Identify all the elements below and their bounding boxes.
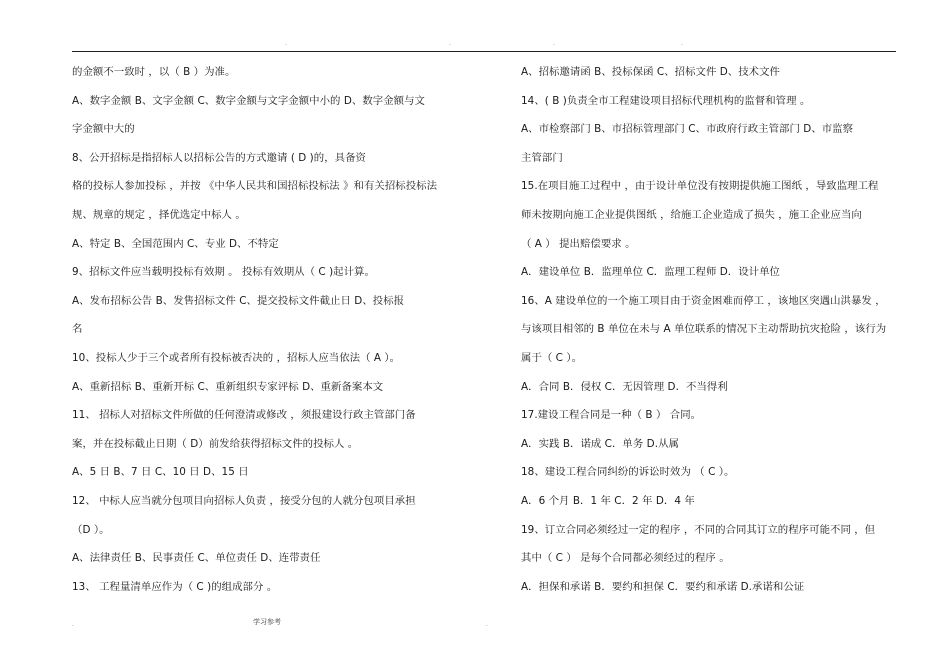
footer-mark-left: . [72, 621, 74, 628]
text-line: 主管部门 [521, 151, 563, 164]
text-line: 其中（ C ） 是每个合同都必须经过的程序 。 [521, 552, 730, 565]
text-line: A、重新招标 B、重新开标 C、重新组织专家评标 D、重新备案本文 [72, 380, 384, 393]
text-line: A、招标邀请函 B、投标保函 C、招标文件 D、技术文件 [521, 66, 781, 78]
text-line: 8、公开招标是指招标人以招标公告的方式邀请 ( D )的，具备资 [72, 151, 366, 164]
text-line: A．实践 B．诺成 C．单务 D.从属 [521, 437, 679, 450]
text-line: A、特定 B、全国范围内 C、专业 D、不特定 [72, 237, 279, 250]
text-line: A．合同 B．侵权 C．无因管理 D．不当得利 [521, 380, 728, 393]
text-line: 15.在项目施工过程中 ，由于设计单位没有按期提供施工图纸 ，导致监理工程 [521, 180, 879, 193]
text-line: A．建设单位 B．监理单位 C．监理工程师 D．设计单位 [521, 266, 781, 279]
text-line: A．担保和承诺 B．要约和担保 C．要约和承诺 D.承诺和公证 [521, 580, 805, 593]
footer-note: 学习参考 [253, 618, 281, 626]
text-line: A、发布招标公告 B、发售招标文件 C、提交投标文件截止日 D、投标报 [72, 294, 405, 307]
header-mark-2: . [449, 40, 451, 47]
text-line: 16、A 建设单位的一个施工项目由于资金困难而停工 ，该地区突遇山洪暴发 ， [521, 294, 886, 307]
left-column [72, 58, 457, 601]
text-line: 的金额不一致时 ，以（ B ）为准。 [72, 66, 236, 78]
text-line: （ A ） 提出赔偿要求 。 [521, 237, 636, 250]
text-line: 师未按期向施工企业提供图纸 ，给施工企业造成了损失 ，施工企业应当向 [521, 208, 862, 221]
text-line: 字金额中大的 [72, 123, 135, 136]
text-line: （D ）。 [72, 523, 110, 536]
text-line: 10、投标人少于三个或者所有投标被否决的 ，招标人应当依法（ A ）。 [72, 351, 401, 364]
text-line: A、数字金额 B、文字金额 C、数字金额与文字金额中小的 D、数字金额与文 [72, 94, 425, 107]
text-line: 格的投标人参加投标 ，并按 《中华人民共和国招标投标法 》和有关招标投标法 [72, 180, 438, 193]
header-rule [72, 51, 896, 52]
text-line: 17.建设工程合同是一种（ B ） 合同。 [521, 409, 702, 422]
text-line: 9、招标文件应当载明投标有效期 。 投标有效期从（ C )起计算。 [72, 266, 375, 279]
text-line: 11、 招标人对招标文件所做的任何澄清或修改 ，须报建设行政主管部门备 [72, 409, 416, 422]
text-line: A、市检察部门 B、市招标管理部门 C、市政府行政主管部门 D、市监察 [521, 123, 854, 136]
footer-mark-right: . [486, 621, 488, 628]
text-line: 名 [72, 323, 83, 336]
text-line: 19、订立合同必须经过一定的程序 ，不同的合同其订立的程序可能不同 ，但 [521, 523, 876, 536]
text-line: 18、建设工程合同纠纷的诉讼时效为 （ C ）。 [521, 466, 735, 479]
header-mark-4: . [681, 40, 683, 47]
text-line: 属于（ C ）。 [521, 351, 583, 364]
text-line: 12、 中标人应当就分包项目向招标人负责 ，接受分包的人就分包项目承担 [72, 494, 416, 507]
text-line: 与该项目相邻的 B 单位在未与 A 单位联系的情况下主动帮助抗灾抢险 ，该行为 [521, 323, 887, 336]
right-column [521, 58, 906, 601]
text-line: A、法律责任 B、民事责任 C、单位责任 D、连带责任 [72, 552, 321, 565]
header-mark-1: . [285, 40, 287, 47]
text-line: 13、 工程量清单应作为（ C )的组成部分 。 [72, 580, 278, 593]
text-line: A．6 个月 B．1 年 C．2 年 D．4 年 [521, 494, 695, 507]
text-line: 规、规章的规定 ，择优选定中标人 。 [72, 208, 246, 221]
header-mark-3: . [553, 40, 555, 47]
text-line: 14、( B )负责全市工程建设项目招标代理机构的监督和管理 。 [521, 94, 811, 107]
text-line: 案，并在投标截止日期（ D）前发给获得招标文件的投标人 。 [72, 437, 359, 450]
text-line: A、5 日 B、7 日 C、10 日 D、15 日 [72, 466, 249, 479]
